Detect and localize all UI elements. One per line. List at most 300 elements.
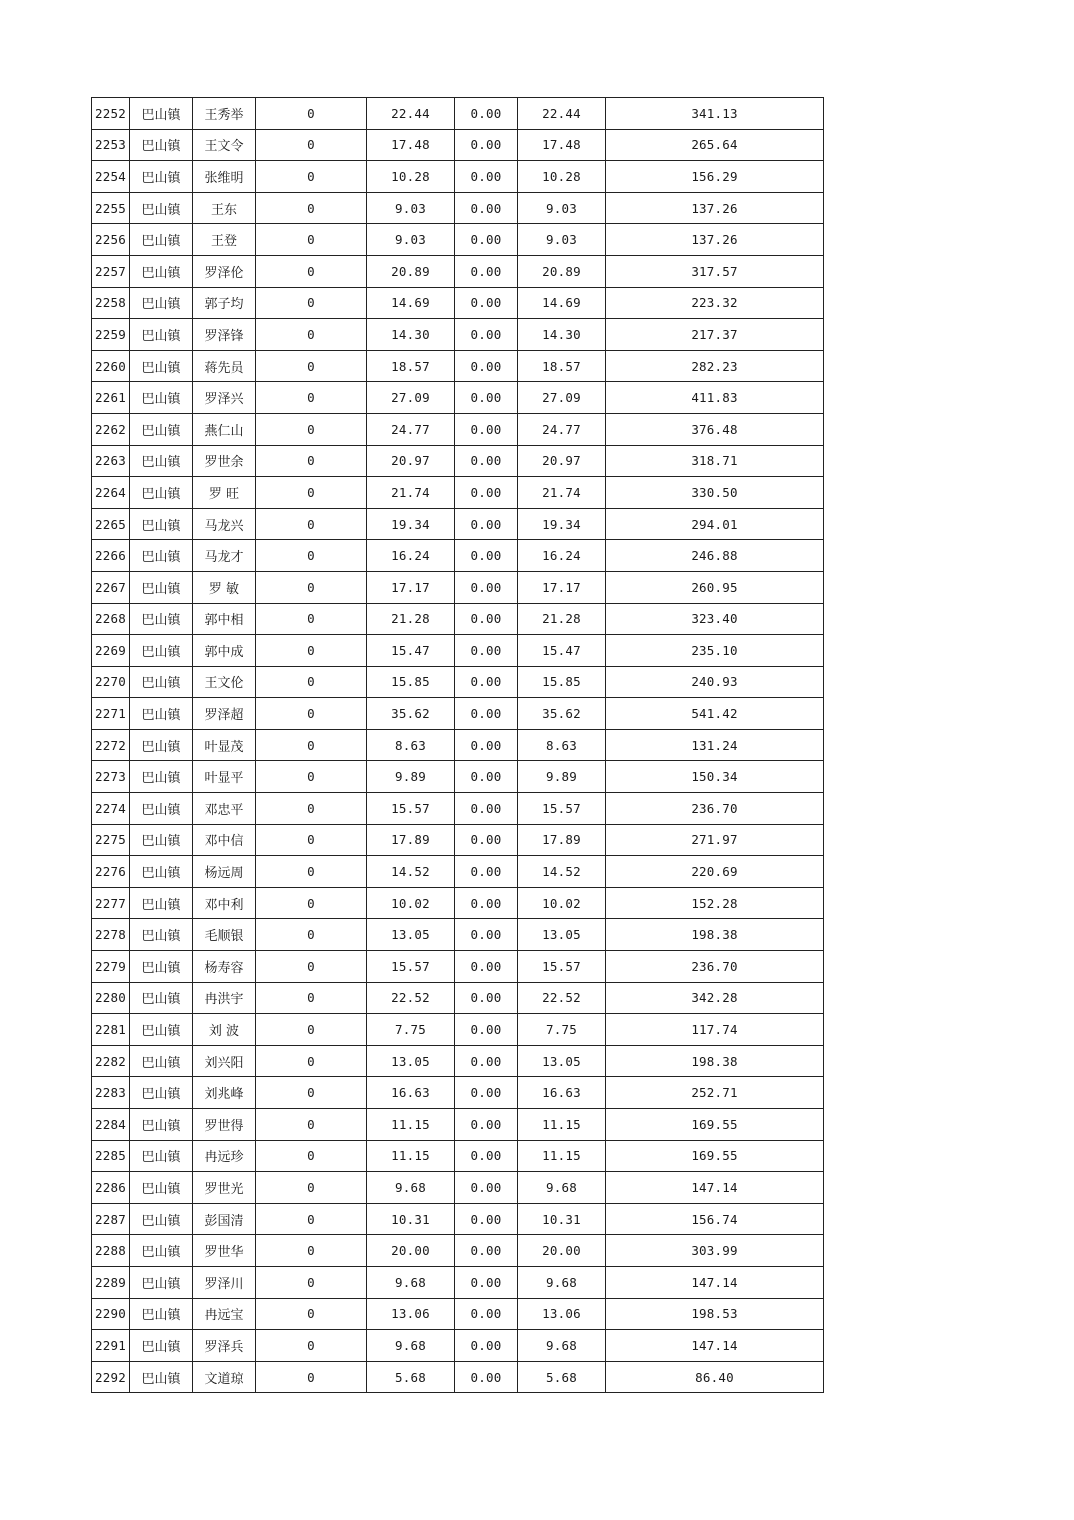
value-c-cell: 14.69 <box>518 287 606 319</box>
value-a-cell: 14.52 <box>367 856 455 888</box>
row-index-cell: 2260 <box>92 350 130 382</box>
row-index-cell: 2257 <box>92 255 130 287</box>
value-c-cell: 9.03 <box>518 192 606 224</box>
row-index-cell: 2265 <box>92 508 130 540</box>
value-a-cell: 22.52 <box>367 982 455 1014</box>
table-row <box>92 319 824 351</box>
row-index-cell: 2272 <box>92 729 130 761</box>
table-row <box>92 1172 824 1204</box>
amount-cell: 217.37 <box>606 319 824 351</box>
value-b-cell: 0.00 <box>455 129 518 161</box>
amount-cell: 137.26 <box>606 224 824 256</box>
name-cell: 罗世华 <box>193 1235 256 1267</box>
value-a-cell: 15.85 <box>367 666 455 698</box>
value-a-cell: 35.62 <box>367 698 455 730</box>
row-index-cell: 2282 <box>92 1045 130 1077</box>
value-b-cell: 0.00 <box>455 1203 518 1235</box>
town-cell: 巴山镇 <box>130 761 193 793</box>
value-a-cell: 17.17 <box>367 571 455 603</box>
value-a-cell: 5.68 <box>367 1361 455 1393</box>
town-cell: 巴山镇 <box>130 824 193 856</box>
town-cell: 巴山镇 <box>130 1140 193 1172</box>
zero-value-cell: 0 <box>256 98 367 130</box>
name-cell: 刘兆峰 <box>193 1077 256 1109</box>
town-cell: 巴山镇 <box>130 698 193 730</box>
town-cell: 巴山镇 <box>130 224 193 256</box>
town-cell: 巴山镇 <box>130 319 193 351</box>
value-a-cell: 15.47 <box>367 635 455 667</box>
zero-value-cell: 0 <box>256 951 367 983</box>
value-c-cell: 13.05 <box>518 919 606 951</box>
zero-value-cell: 0 <box>256 1014 367 1046</box>
amount-cell: 147.14 <box>606 1330 824 1362</box>
row-index-cell: 2270 <box>92 666 130 698</box>
zero-value-cell: 0 <box>256 919 367 951</box>
value-b-cell: 0.00 <box>455 666 518 698</box>
amount-cell: 198.38 <box>606 919 824 951</box>
value-a-cell: 13.05 <box>367 919 455 951</box>
row-index-cell: 2292 <box>92 1361 130 1393</box>
table-row <box>92 161 824 193</box>
amount-cell: 137.26 <box>606 192 824 224</box>
table-row <box>92 698 824 730</box>
amount-cell: 246.88 <box>606 540 824 572</box>
zero-value-cell: 0 <box>256 1235 367 1267</box>
value-b-cell: 0.00 <box>455 224 518 256</box>
table-row <box>92 1014 824 1046</box>
row-index-cell: 2268 <box>92 603 130 635</box>
name-cell: 叶显平 <box>193 761 256 793</box>
value-a-cell: 18.57 <box>367 350 455 382</box>
table-row <box>92 571 824 603</box>
value-a-cell: 19.34 <box>367 508 455 540</box>
value-c-cell: 11.15 <box>518 1109 606 1141</box>
town-cell: 巴山镇 <box>130 856 193 888</box>
value-b-cell: 0.00 <box>455 1330 518 1362</box>
name-cell: 刘 波 <box>193 1014 256 1046</box>
amount-cell: 147.14 <box>606 1266 824 1298</box>
zero-value-cell: 0 <box>256 319 367 351</box>
town-cell: 巴山镇 <box>130 1330 193 1362</box>
value-b-cell: 0.00 <box>455 98 518 130</box>
town-cell: 巴山镇 <box>130 540 193 572</box>
value-b-cell: 0.00 <box>455 982 518 1014</box>
value-c-cell: 9.03 <box>518 224 606 256</box>
value-a-cell: 11.15 <box>367 1109 455 1141</box>
table-row <box>92 1045 824 1077</box>
value-c-cell: 20.89 <box>518 255 606 287</box>
town-cell: 巴山镇 <box>130 666 193 698</box>
name-cell: 郭中成 <box>193 635 256 667</box>
value-b-cell: 0.00 <box>455 413 518 445</box>
value-a-cell: 9.03 <box>367 224 455 256</box>
town-cell: 巴山镇 <box>130 98 193 130</box>
zero-value-cell: 0 <box>256 161 367 193</box>
value-c-cell: 10.02 <box>518 887 606 919</box>
amount-cell: 282.23 <box>606 350 824 382</box>
value-c-cell: 17.17 <box>518 571 606 603</box>
zero-value-cell: 0 <box>256 1045 367 1077</box>
value-b-cell: 0.00 <box>455 1045 518 1077</box>
row-index-cell: 2271 <box>92 698 130 730</box>
name-cell: 蒋先员 <box>193 350 256 382</box>
amount-cell: 156.29 <box>606 161 824 193</box>
value-c-cell: 9.68 <box>518 1330 606 1362</box>
name-cell: 张维明 <box>193 161 256 193</box>
table-row <box>92 129 824 161</box>
table-row <box>92 887 824 919</box>
value-a-cell: 10.31 <box>367 1203 455 1235</box>
value-c-cell: 16.63 <box>518 1077 606 1109</box>
value-c-cell: 9.68 <box>518 1172 606 1204</box>
town-cell: 巴山镇 <box>130 129 193 161</box>
value-c-cell: 7.75 <box>518 1014 606 1046</box>
row-index-cell: 2288 <box>92 1235 130 1267</box>
table-row <box>92 1298 824 1330</box>
value-b-cell: 0.00 <box>455 635 518 667</box>
value-b-cell: 0.00 <box>455 919 518 951</box>
row-index-cell: 2290 <box>92 1298 130 1330</box>
amount-cell: 169.55 <box>606 1109 824 1141</box>
amount-cell: 323.40 <box>606 603 824 635</box>
value-a-cell: 9.68 <box>367 1172 455 1204</box>
town-cell: 巴山镇 <box>130 287 193 319</box>
zero-value-cell: 0 <box>256 635 367 667</box>
table-body <box>92 98 824 1393</box>
row-index-cell: 2278 <box>92 919 130 951</box>
value-c-cell: 10.28 <box>518 161 606 193</box>
town-cell: 巴山镇 <box>130 1172 193 1204</box>
town-cell: 巴山镇 <box>130 603 193 635</box>
table-row <box>92 951 824 983</box>
value-a-cell: 9.68 <box>367 1266 455 1298</box>
value-c-cell: 10.31 <box>518 1203 606 1235</box>
zero-value-cell: 0 <box>256 413 367 445</box>
table-row <box>92 224 824 256</box>
value-c-cell: 15.47 <box>518 635 606 667</box>
amount-cell: 260.95 <box>606 571 824 603</box>
value-a-cell: 24.77 <box>367 413 455 445</box>
amount-cell: 240.93 <box>606 666 824 698</box>
value-a-cell: 7.75 <box>367 1014 455 1046</box>
zero-value-cell: 0 <box>256 350 367 382</box>
zero-value-cell: 0 <box>256 887 367 919</box>
table-row <box>92 287 824 319</box>
amount-cell: 236.70 <box>606 951 824 983</box>
value-a-cell: 15.57 <box>367 951 455 983</box>
table-row <box>92 255 824 287</box>
name-cell: 邓中利 <box>193 887 256 919</box>
row-index-cell: 2279 <box>92 951 130 983</box>
value-b-cell: 0.00 <box>455 1077 518 1109</box>
zero-value-cell: 0 <box>256 1140 367 1172</box>
table-row <box>92 1235 824 1267</box>
zero-value-cell: 0 <box>256 129 367 161</box>
value-c-cell: 35.62 <box>518 698 606 730</box>
table-row <box>92 856 824 888</box>
amount-cell: 198.38 <box>606 1045 824 1077</box>
value-a-cell: 14.69 <box>367 287 455 319</box>
name-cell: 刘兴阳 <box>193 1045 256 1077</box>
value-b-cell: 0.00 <box>455 1109 518 1141</box>
value-a-cell: 20.97 <box>367 445 455 477</box>
town-cell: 巴山镇 <box>130 635 193 667</box>
row-index-cell: 2281 <box>92 1014 130 1046</box>
value-b-cell: 0.00 <box>455 1361 518 1393</box>
table-row <box>92 1203 824 1235</box>
value-a-cell: 8.63 <box>367 729 455 761</box>
value-c-cell: 17.89 <box>518 824 606 856</box>
value-a-cell: 16.63 <box>367 1077 455 1109</box>
amount-cell: 294.01 <box>606 508 824 540</box>
value-a-cell: 9.68 <box>367 1330 455 1362</box>
zero-value-cell: 0 <box>256 856 367 888</box>
value-c-cell: 19.34 <box>518 508 606 540</box>
zero-value-cell: 0 <box>256 1298 367 1330</box>
row-index-cell: 2287 <box>92 1203 130 1235</box>
value-b-cell: 0.00 <box>455 445 518 477</box>
zero-value-cell: 0 <box>256 1077 367 1109</box>
value-a-cell: 21.28 <box>367 603 455 635</box>
table-row <box>92 761 824 793</box>
zero-value-cell: 0 <box>256 824 367 856</box>
row-index-cell: 2275 <box>92 824 130 856</box>
amount-cell: 330.50 <box>606 477 824 509</box>
row-index-cell: 2252 <box>92 98 130 130</box>
name-cell: 罗泽兴 <box>193 382 256 414</box>
value-b-cell: 0.00 <box>455 856 518 888</box>
name-cell: 叶显茂 <box>193 729 256 761</box>
table-row <box>92 540 824 572</box>
value-a-cell: 15.57 <box>367 793 455 825</box>
table-row <box>92 192 824 224</box>
table-row <box>92 635 824 667</box>
amount-cell: 131.24 <box>606 729 824 761</box>
value-c-cell: 9.89 <box>518 761 606 793</box>
town-cell: 巴山镇 <box>130 1203 193 1235</box>
name-cell: 彭国清 <box>193 1203 256 1235</box>
name-cell: 郭中相 <box>193 603 256 635</box>
town-cell: 巴山镇 <box>130 1266 193 1298</box>
amount-cell: 411.83 <box>606 382 824 414</box>
table-row <box>92 729 824 761</box>
row-index-cell: 2277 <box>92 887 130 919</box>
town-cell: 巴山镇 <box>130 729 193 761</box>
value-b-cell: 0.00 <box>455 571 518 603</box>
amount-cell: 86.40 <box>606 1361 824 1393</box>
table-row <box>92 824 824 856</box>
value-a-cell: 13.05 <box>367 1045 455 1077</box>
value-a-cell: 20.00 <box>367 1235 455 1267</box>
zero-value-cell: 0 <box>256 1266 367 1298</box>
name-cell: 燕仁山 <box>193 413 256 445</box>
table-row <box>92 603 824 635</box>
town-cell: 巴山镇 <box>130 887 193 919</box>
amount-cell: 318.71 <box>606 445 824 477</box>
name-cell: 杨远周 <box>193 856 256 888</box>
amount-cell: 223.32 <box>606 287 824 319</box>
name-cell: 冉远宝 <box>193 1298 256 1330</box>
value-c-cell: 17.48 <box>518 129 606 161</box>
zero-value-cell: 0 <box>256 508 367 540</box>
value-b-cell: 0.00 <box>455 1298 518 1330</box>
town-cell: 巴山镇 <box>130 1235 193 1267</box>
row-index-cell: 2280 <box>92 982 130 1014</box>
amount-cell: 235.10 <box>606 635 824 667</box>
town-cell: 巴山镇 <box>130 1077 193 1109</box>
row-index-cell: 2261 <box>92 382 130 414</box>
row-index-cell: 2274 <box>92 793 130 825</box>
value-b-cell: 0.00 <box>455 477 518 509</box>
name-cell: 罗 旺 <box>193 477 256 509</box>
value-c-cell: 16.24 <box>518 540 606 572</box>
town-cell: 巴山镇 <box>130 350 193 382</box>
zero-value-cell: 0 <box>256 761 367 793</box>
row-index-cell: 2266 <box>92 540 130 572</box>
row-index-cell: 2258 <box>92 287 130 319</box>
row-index-cell: 2284 <box>92 1109 130 1141</box>
name-cell: 王文伦 <box>193 666 256 698</box>
name-cell: 罗泽超 <box>193 698 256 730</box>
name-cell: 王登 <box>193 224 256 256</box>
row-index-cell: 2262 <box>92 413 130 445</box>
value-b-cell: 0.00 <box>455 824 518 856</box>
row-index-cell: 2286 <box>92 1172 130 1204</box>
value-a-cell: 9.89 <box>367 761 455 793</box>
value-c-cell: 14.30 <box>518 319 606 351</box>
name-cell: 罗 敏 <box>193 571 256 603</box>
table-row <box>92 919 824 951</box>
zero-value-cell: 0 <box>256 477 367 509</box>
zero-value-cell: 0 <box>256 1203 367 1235</box>
value-b-cell: 0.00 <box>455 382 518 414</box>
value-b-cell: 0.00 <box>455 540 518 572</box>
value-c-cell: 24.77 <box>518 413 606 445</box>
table-row <box>92 1266 824 1298</box>
row-index-cell: 2285 <box>92 1140 130 1172</box>
row-index-cell: 2291 <box>92 1330 130 1362</box>
name-cell: 王秀举 <box>193 98 256 130</box>
amount-cell: 220.69 <box>606 856 824 888</box>
zero-value-cell: 0 <box>256 793 367 825</box>
name-cell: 邓中信 <box>193 824 256 856</box>
row-index-cell: 2253 <box>92 129 130 161</box>
value-b-cell: 0.00 <box>455 603 518 635</box>
table-row <box>92 413 824 445</box>
town-cell: 巴山镇 <box>130 1109 193 1141</box>
value-c-cell: 27.09 <box>518 382 606 414</box>
amount-cell: 303.99 <box>606 1235 824 1267</box>
zero-value-cell: 0 <box>256 603 367 635</box>
town-cell: 巴山镇 <box>130 255 193 287</box>
value-b-cell: 0.00 <box>455 350 518 382</box>
value-c-cell: 15.85 <box>518 666 606 698</box>
zero-value-cell: 0 <box>256 571 367 603</box>
value-b-cell: 0.00 <box>455 1235 518 1267</box>
name-cell: 毛顺银 <box>193 919 256 951</box>
table-row <box>92 1109 824 1141</box>
amount-cell: 265.64 <box>606 129 824 161</box>
name-cell: 冉洪宇 <box>193 982 256 1014</box>
zero-value-cell: 0 <box>256 287 367 319</box>
value-c-cell: 13.06 <box>518 1298 606 1330</box>
value-b-cell: 0.00 <box>455 1140 518 1172</box>
value-c-cell: 15.57 <box>518 951 606 983</box>
table-row <box>92 1140 824 1172</box>
row-index-cell: 2263 <box>92 445 130 477</box>
table-row <box>92 98 824 130</box>
amount-cell: 541.42 <box>606 698 824 730</box>
value-b-cell: 0.00 <box>455 192 518 224</box>
value-c-cell: 20.97 <box>518 445 606 477</box>
value-c-cell: 21.74 <box>518 477 606 509</box>
town-cell: 巴山镇 <box>130 1361 193 1393</box>
name-cell: 郭子均 <box>193 287 256 319</box>
row-index-cell: 2264 <box>92 477 130 509</box>
zero-value-cell: 0 <box>256 445 367 477</box>
value-a-cell: 9.03 <box>367 192 455 224</box>
value-b-cell: 0.00 <box>455 793 518 825</box>
value-b-cell: 0.00 <box>455 729 518 761</box>
table-row <box>92 477 824 509</box>
name-cell: 王东 <box>193 192 256 224</box>
value-c-cell: 15.57 <box>518 793 606 825</box>
value-b-cell: 0.00 <box>455 1266 518 1298</box>
amount-cell: 317.57 <box>606 255 824 287</box>
table-row <box>92 445 824 477</box>
table-row <box>92 1361 824 1393</box>
town-cell: 巴山镇 <box>130 982 193 1014</box>
value-a-cell: 21.74 <box>367 477 455 509</box>
row-index-cell: 2269 <box>92 635 130 667</box>
town-cell: 巴山镇 <box>130 413 193 445</box>
name-cell: 杨寿容 <box>193 951 256 983</box>
amount-cell: 236.70 <box>606 793 824 825</box>
name-cell: 文道琼 <box>193 1361 256 1393</box>
town-cell: 巴山镇 <box>130 445 193 477</box>
value-b-cell: 0.00 <box>455 761 518 793</box>
amount-cell: 341.13 <box>606 98 824 130</box>
value-a-cell: 22.44 <box>367 98 455 130</box>
table-row <box>92 350 824 382</box>
value-b-cell: 0.00 <box>455 287 518 319</box>
value-b-cell: 0.00 <box>455 255 518 287</box>
table-row <box>92 1077 824 1109</box>
row-index-cell: 2276 <box>92 856 130 888</box>
amount-cell: 117.74 <box>606 1014 824 1046</box>
value-b-cell: 0.00 <box>455 319 518 351</box>
town-cell: 巴山镇 <box>130 1298 193 1330</box>
name-cell: 马龙兴 <box>193 508 256 540</box>
amount-cell: 150.34 <box>606 761 824 793</box>
town-cell: 巴山镇 <box>130 571 193 603</box>
value-b-cell: 0.00 <box>455 698 518 730</box>
value-a-cell: 10.02 <box>367 887 455 919</box>
value-a-cell: 27.09 <box>367 382 455 414</box>
value-a-cell: 11.15 <box>367 1140 455 1172</box>
name-cell: 罗泽兵 <box>193 1330 256 1362</box>
name-cell: 邓忠平 <box>193 793 256 825</box>
town-cell: 巴山镇 <box>130 382 193 414</box>
name-cell: 王文令 <box>193 129 256 161</box>
row-index-cell: 2289 <box>92 1266 130 1298</box>
value-b-cell: 0.00 <box>455 161 518 193</box>
amount-cell: 169.55 <box>606 1140 824 1172</box>
value-c-cell: 11.15 <box>518 1140 606 1172</box>
row-index-cell: 2259 <box>92 319 130 351</box>
value-b-cell: 0.00 <box>455 1014 518 1046</box>
town-cell: 巴山镇 <box>130 1045 193 1077</box>
